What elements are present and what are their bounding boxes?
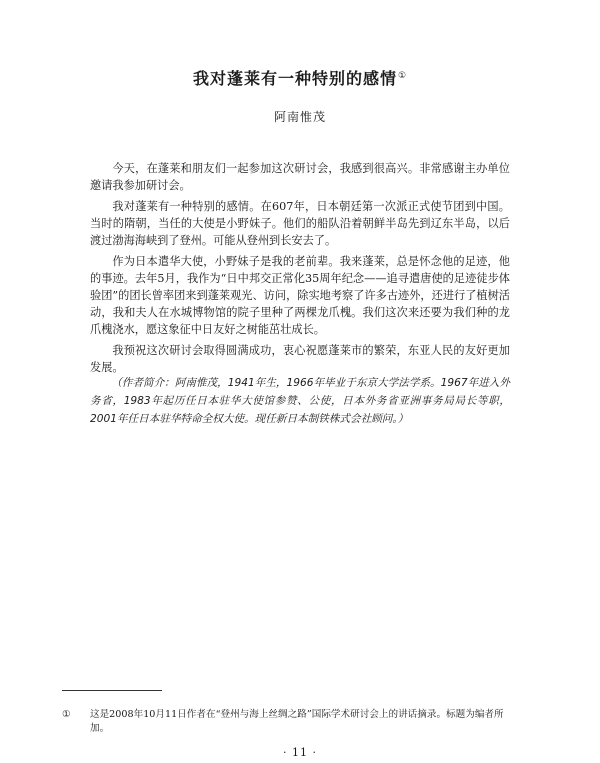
title-footnote-marker[interactable]: ① bbox=[397, 70, 408, 81]
author-bio: （作者简介：阿南惟茂，1941年生，1966年毕业于东京大学法学系。1967年进入外务省，1983年起历任日本驻华大使馆参赞、公使，日本外务省亚洲事务局局长等职，2001年任日本驻华特命全权大使。现任新日本制铁株式会社顾问。） bbox=[90, 377, 510, 425]
article-title-text: 我对蓬莱有一种特别的感情 bbox=[192, 69, 397, 88]
author-name: 阿南惟茂 bbox=[273, 110, 326, 124]
footnote-text: 这是2008年10月11日作者在“登州与海上丝绸之路”国际学术研讨会上的讲话摘录。标题为编者所加。 bbox=[90, 709, 504, 734]
article-body bbox=[90, 160, 510, 380]
paragraph: 今天，在蓬莱和朋友们一起参加这次研讨会，我感到很高兴。非常感谢主办单位邀请我参加研讨会。 bbox=[90, 162, 510, 192]
footnote-marker: ① bbox=[62, 709, 71, 720]
footnote bbox=[62, 708, 522, 736]
page-number: · 11 · bbox=[283, 746, 317, 759]
article-title bbox=[0, 66, 600, 89]
paragraph: 我预祝这次研讨会取得圆满成功，衷心祝愿蓬莱市的繁荣，东亚人民的友好更加发展。 bbox=[90, 344, 510, 374]
paragraph: 我对蓬莱有一种特别的感情。在607年，日本朝廷第一次派正式使节团到中国。当时的隋朝，当任的大使是小野妹子。他们的船队沿着朝鲜半岛先到辽东半岛，以后渡过渤海海峡到了登州。可能从登州到长安去了。 bbox=[90, 200, 510, 247]
paragraph: 作为日本遣华大使，小野妹子是我的老前辈。我来蓬莱，总是怀念他的足迹，他的事迹。去年5月，我作为“日中邦交正常化35周年纪念——追寻遣唐使的足迹徒步体验团”的团长曾率团来到蓬莱观光、访问，除实地考察了许多古迹外，还进行了植树活动，我和夫人在水城博物馆的院子里种了两棵龙爪槐。我们这次来还要为我们种的龙爪槐浇水，愿这象征中日友好之树能茁壮成长。 bbox=[90, 255, 510, 336]
footnote-divider bbox=[62, 690, 162, 691]
